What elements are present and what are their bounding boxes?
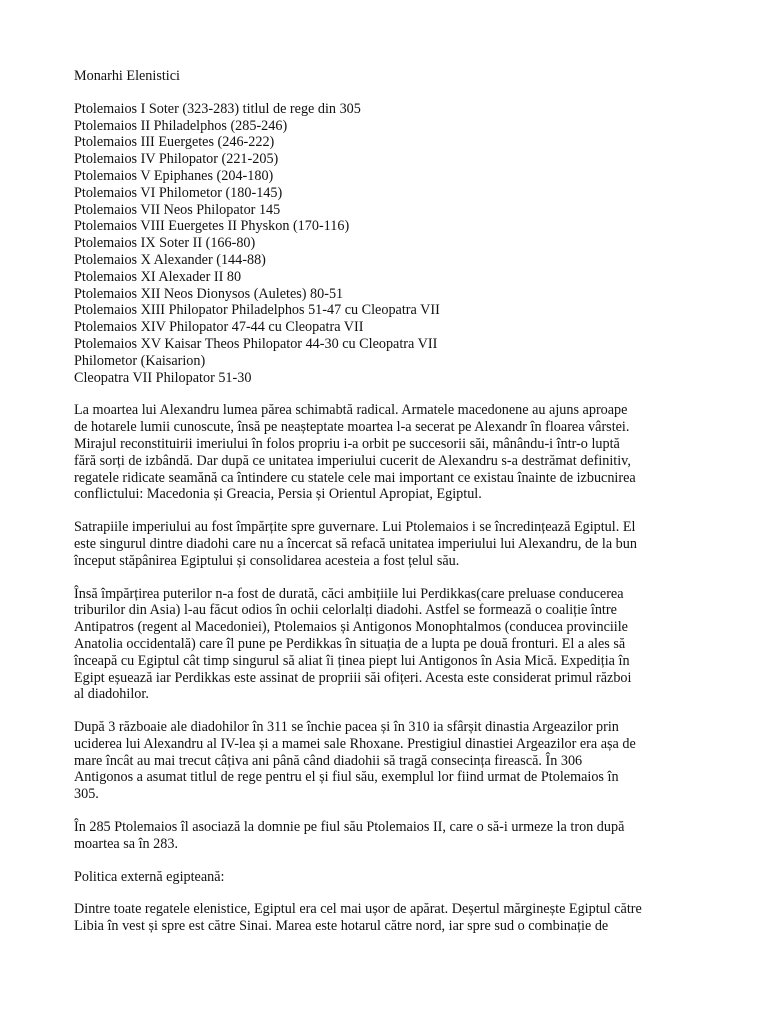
ruler-item: Ptolemaios X Alexander (144-88) [74,251,266,268]
paragraph-perdikkas [74,586,714,704]
text-line: Antipatros (regent al Macedoniei), Ptolemaios și Antigonos Monophtalmos (conducea provinciile [74,619,628,636]
text-line: uciderea lui Alexandru al IV-lea și a mamei sale Rhoxane. Prestigiul dinastiei Argeazilor era așa de [74,735,636,752]
text-line: 305. [74,786,99,803]
text-line: După 3 războaie ale diadohilor în 311 se închie pacea și în 310 ia sfârșit dinastia Argeazilor prin [74,719,619,736]
ruler-item: Ptolemaios V Epiphanes (204-180) [74,167,274,184]
text-line: triburilor din Asia) l-au făcut odios în ochii celorlalți diadohi. Astfel se formează o coaliție între [74,602,617,619]
paragraph-egypt-defense [74,901,714,935]
text-line: Libia în vest și spre est către Sinai. Marea este hotarul către nord, iar spre sud o combinație de [74,918,609,935]
ruler-item: Ptolemaios VI Philometor (180-145) [74,184,283,201]
ruler-item: Ptolemaios III Euergetes (246-222) [74,134,275,151]
ruler-item: Ptolemaios VII Neos Philopator 145 [74,201,281,218]
text-line: înceapă cu Egiptul cât timp singurul să aliat îi ținea piept lui Antigonos în Asia Mică. Expediția în [74,652,630,669]
text-line: de hotarele lumii cunoscute, însă pe neașteptate moartea l-a secerat pe Alexandr în floarea vârstei. [74,419,630,436]
ruler-item: Philometor (Kaisarion) [74,352,206,369]
rulers-list [74,101,714,387]
document-page [74,68,714,951]
text-line: conflictului: Macedonia și Greacia, Persia și Orientul Apropiat, Egiptul. [74,486,482,503]
paragraph-alexander-death [74,402,714,503]
ruler-item: Ptolemaios XV Kaisar Theos Philopator 44-30 cu Cleopatra VII [74,335,438,352]
text-line: Mirajul reconstituirii imeriului în folos propriu i-a orbit pe succesorii săi, mânându-i într-o luptă [74,435,620,452]
ruler-item: Ptolemaios XII Neos Dionysos (Auletes) 80-51 [74,285,344,302]
text-line: La moartea lui Alexandru lumea părea schimabtă radical. Armatele macedonene au ajuns aproape [74,402,628,419]
text-line: al diadohilor. [74,686,149,703]
text-line: Dintre toate regatele elenistice, Egiptul era cel mai ușor de apărat. Deșertul mărginește Egiptul către [74,901,642,918]
paragraph-succession [74,819,714,853]
ruler-item: Ptolemaios XIII Philopator Philadelphos 51-47 cu Cleopatra VII [74,302,440,319]
text-line: Antigonos a asumat titlul de rege pentru el și fiul său, exemplul lor fiind urmat de Ptolemaios în [74,769,619,786]
paragraph-diadochi-wars [74,719,714,803]
ruler-item: Cleopatra VII Philopator 51-30 [74,369,252,386]
paragraph-satrapies [74,519,714,569]
section-heading-foreign-policy [74,869,714,886]
text-line: moartea sa în 283. [74,835,179,852]
text-line: este singurul dintre diadohi care nu a încercat să refacă unitatea imperiului lui Alexandru, de la bun [74,535,637,552]
text-line: În 285 Ptolemaios îl asociază la domnie pe fiul său Ptolemaios II, care o să-i urmeze la tron după [74,819,625,836]
text-line: regatele ridicate seamănă ca întindere cu statele cele mai important ce existau înainte de izbucnirea [74,469,636,486]
text-line: mare încât au mai trecut câțiva ani până când diadohii să tragă consecința firească. În 306 [74,752,583,769]
text-line: fără sorți de izbândă. Dar după ce unitatea imperiului cucerit de Alexandru s-a destrămat definitiv, [74,452,631,469]
text-line: Egipt eșuează iar Perdikkas este assinat de propriii săi ofițeri. Acesta este considerat primul război [74,669,632,686]
ruler-item: Ptolemaios I Soter (323-283) titlul de rege din 305 [74,100,361,117]
ruler-item: Ptolemaios XIV Philopator 47-44 cu Cleopatra VII [74,319,364,336]
text-line: Politica externă egipteană: [74,868,225,885]
ruler-item: Ptolemaios VIII Euergetes II Physkon (170-116) [74,218,350,235]
ruler-item: Ptolemaios IV Philopator (221-205) [74,151,279,168]
text-line: Anatolia occidentală) care îl pune pe Perdikkas în situația de a lupta pe două fronturi. El a ales să [74,635,626,652]
text-line: început stăpânirea Egiptului și consolidarea acesteia a fost țelul său. [74,552,460,569]
text-line: Satrapiile imperiului au fost împărțite spre guvernare. Lui Ptolemaios i se încredințează Egiptul. El [74,519,636,536]
text-line: Însă împărțirea puterilor n-a fost de durată, căci ambițiile lui Perdikkas(care preluase conducerea [74,585,624,602]
ruler-item: Ptolemaios XI Alexader II 80 [74,268,242,285]
ruler-item: Ptolemaios IX Soter II (166-80) [74,235,256,252]
document-title: Monarhi Elenistici [74,68,180,84]
ruler-item: Ptolemaios II Philadelphos (285-246) [74,117,288,134]
